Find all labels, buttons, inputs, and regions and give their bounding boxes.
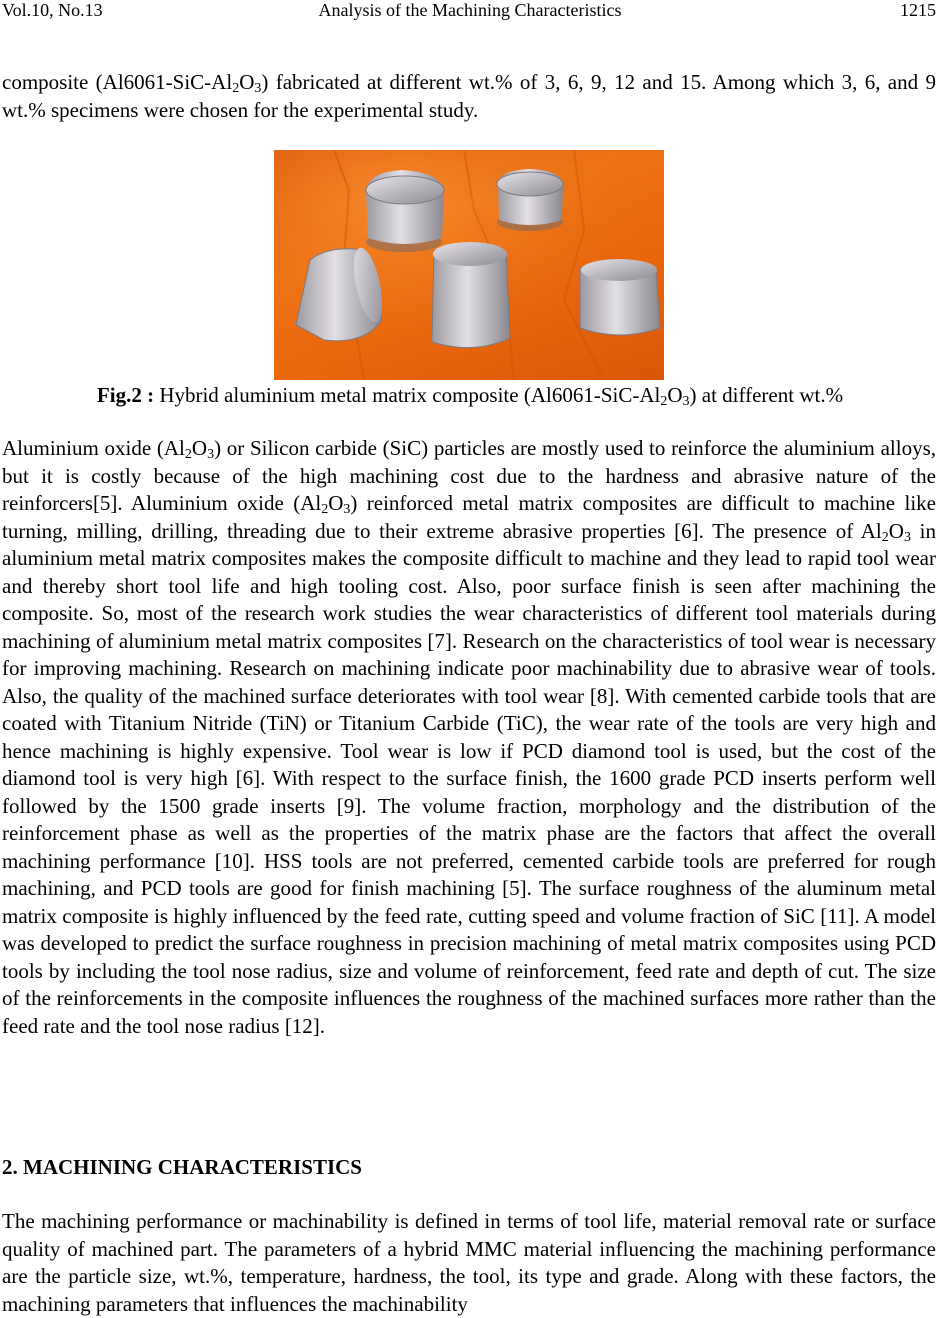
figure-caption bbox=[0, 382, 940, 409]
caption-text: ) at different wt.% bbox=[689, 383, 844, 407]
body-paragraph-1 bbox=[2, 435, 936, 1040]
subscript: 2 bbox=[881, 529, 889, 545]
paragraph-text: Aluminium oxide (Al bbox=[2, 436, 185, 460]
subscript: 2 bbox=[184, 447, 192, 462]
specimen-5 bbox=[580, 259, 660, 335]
subscript: 2 bbox=[660, 394, 668, 409]
figure-label: Fig.2 : bbox=[96, 383, 155, 407]
section-heading: 2. MACHINING CHARACTERISTICS bbox=[2, 1155, 362, 1179]
composite-specimens-photo bbox=[274, 150, 664, 380]
caption-text: Hybrid aluminium metal matrix composite (Al6061-SiC-Al bbox=[154, 383, 661, 407]
volume-issue: Vol.10, No.13 bbox=[2, 0, 103, 20]
paragraph-text: O bbox=[888, 518, 904, 543]
specimen-1 bbox=[366, 170, 444, 252]
subscript: 3 bbox=[254, 81, 262, 96]
paragraph-text: ) or Silicon carbide (SiC) particles are mostly used to reinforce the aluminium alloys, but it is costly because of the high machining cost due to the hardness and abrasive nature of the reinforcers[5]. Aluminium oxide (Al bbox=[2, 436, 936, 515]
subscript: 3 bbox=[207, 447, 215, 462]
subscript: 3 bbox=[903, 529, 911, 545]
subscript: 2 bbox=[321, 502, 329, 517]
subscript: 2 bbox=[232, 81, 240, 96]
specimens-illustration bbox=[274, 150, 664, 380]
specimen-2 bbox=[497, 169, 563, 231]
running-title: Analysis of the Machining Characteristics bbox=[318, 0, 622, 20]
intro-paragraph bbox=[2, 69, 936, 124]
body-paragraph-2: The machining performance or machinability is defined in terms of tool life, material removal rate or surface quality of machined part. The parameters of a hybrid MMC material influencing the machining performance are the particle size, wt.%, temperature, hardness, the tool, its type and grade. Along with these factors, the machining parameters that influences the machinability bbox=[2, 1209, 936, 1316]
subscript: 3 bbox=[682, 394, 690, 409]
paragraph-text: ) reinforced metal matrix composites are difficult to machine like turning, milling, drilling, threading due to their extreme abrasive properties [6]. The presence of Al bbox=[2, 491, 937, 543]
running-header bbox=[0, 0, 940, 24]
page-number: 1215 bbox=[900, 0, 936, 20]
specimen-4 bbox=[432, 242, 510, 348]
caption-text: O bbox=[667, 383, 683, 407]
paragraph-text: O bbox=[328, 491, 344, 515]
subscript: 3 bbox=[343, 502, 351, 517]
intro-text: composite (Al6061-SiC-Al bbox=[2, 70, 233, 94]
paragraph-text: O bbox=[191, 436, 208, 460]
intro-text: O bbox=[239, 70, 255, 94]
paragraph-text: in aluminium metal matrix composites makes the composite difficult to machine and they lead to rapid tool wear and thereby short tool life and high tooling cost. Also, poor surface finish is seen after machining the composite. So, most of the research work studies the wear characteristics of different tool materials during machining of aluminium metal matrix composites [7]. Research on the characteristics of tool wear is necessary for improving machining. Research on machining indicate poor machinability due to abrasive wear of tools. Also, the quality of the machined surface deteriorates with tool wear [8]. With cemented carbide tools that are coated with Titanium Nitride (TiN) or Titanium Carbide (TiC), the wear rate of the tools are very high and hence machining is highly expensive. Tool wear is low if PCD diamond tool is used, but the cost of the diamond tool is very high [6]. With respect to the surface finish, the 1600 grade PCD inserts perform well followed by the 1500 grade inserts [9]. The volume fraction, morphology and the distribution of the reinforcement phase as well as the properties of the matrix phase are the factors that affect the overall machining performance [10]. HSS tools are not preferred, cemented carbide tools are preferred for rough machining, and PCD tools are good for finish machining [5]. The surface roughness of the aluminum metal matrix composite is highly influenced by the feed rate, cutting speed and volume fraction of SiC [11]. A model was developed to predict the surface roughness in precision machining of metal matrix composites using PCD tools by including the tool nose radius, size and volume of reinforcement, feed rate and depth of cut. The size of the reinforcements in the composite influences the roughness of the machined surfaces more rather than the feed rate and the tool nose radius [12]. bbox=[2, 518, 936, 1038]
intro-text: ) fabricated at different wt.% of 3, 6, 9, 12 and 15. Among which 3, 6, and 9 wt.% specimens were chosen for the experimental study. bbox=[2, 70, 936, 122]
